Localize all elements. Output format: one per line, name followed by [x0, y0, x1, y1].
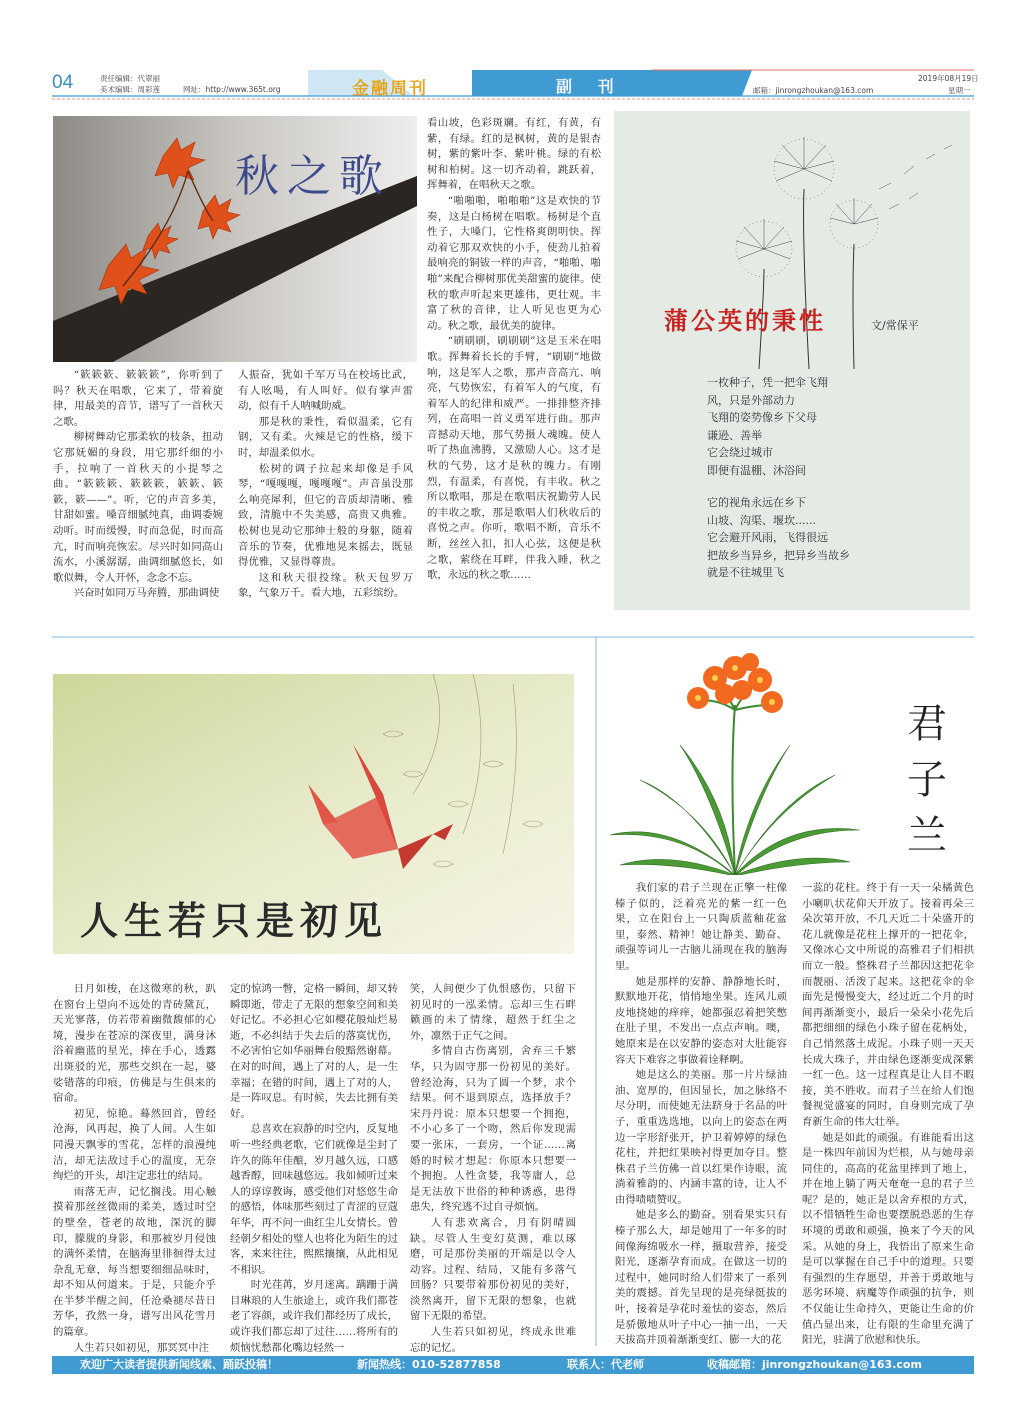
- paragraph: 她是这么的美丽。那一片片绿油油、宽厚的，但因显长，加之脉络不尽分明，而使她无法跻身于名品的叶子，重重选选地，以向上的姿态在两边一字形舒张开，护卫着婷婷的绿色花柱，并把红果映衬得更加夺目。整株君子兰仿佛一首以红果作诗眼，流淌着雅韵的、内涵丰富的诗，让人不由得啧啧赞叹。: [615, 1069, 787, 1206]
- issue-date: 2019年08月19日: [918, 74, 979, 83]
- dandelion-title: 蒲公英的秉性: [664, 306, 826, 335]
- dandelion-panel: [614, 111, 970, 610]
- header-email[interactable]: 邮箱：jinrongzhoukan@163.com: [753, 86, 874, 95]
- editor-credit: 责任编辑：代翠丽: [100, 74, 160, 83]
- website-link[interactable]: 网址：http://www.365t.org: [183, 85, 281, 94]
- autumn-column-3: [427, 116, 601, 584]
- paragraph: 柳树舞动它那柔软的枝条，扭动它那妩媚的身段，用它那纤细的小手，拉响了一首秋天的小提琴之曲。“簌簌簌、簌簌簌，簌簌、簌簌，簌——”。听，它的声音多美，甘甜如蜜。嗓音细腻纯真，曲调委婉动听。时而缓慢，时而急促，时而高亢，时而响亮恢宏。尽兴时如同高山流水，小溪潺潺，曲调细腻悠长，如歌似舞，令人开怀，念念不忘。: [53, 431, 223, 584]
- poem-line: 谦逊、善举: [707, 428, 762, 442]
- paragraph: 一蕊的花柱。终于有一天一朵橘黄色小喇叭状花仰天开放了。接着再朵三朵次第开放，不几天近二十朵盛开的花儿就像是花柱上撑开的一把花伞，又像冰心文中所说的高雅君子们相拱而立一般。整株君子兰都因这把花伞而靓丽、活泼了起来。这把花伞的伞面先是慢慢变大，经过近二个月的时间再渐渐变小，最后一朵朵小花先后都把细细的绿色小珠子留在花柄处，自己悄然落土成泥。小珠子则一天天长成大珠子，并由绿色逐渐变成深紫一红一色。这一过程真是让人目不暇接，美不胜收。而君子兰在给人们饱餐视觉盛宴的同时，自身则完成了孕育新生命的伟大壮举。: [802, 882, 974, 1128]
- paragraph: 时光荏苒，岁月迷离。蹒跚于满目琳琅的人生旅途上，或许我们都苍老了容颜，或许我们都经历了成长，或许我们都忘却了过往……将所有的烦恼忧愁都化嘴边轻然一: [230, 1279, 398, 1354]
- footer-email[interactable]: 收稿邮箱：jinrongzhoukan@163.com: [707, 1358, 922, 1371]
- designer-credit: 美术编辑：周彩莲: [100, 85, 160, 94]
- paragraph: 初见，惊艳。蓦然回首，曾经沧海，风再起，换了人间。人生如同漫天飘零的雪花，怎样的浪漫纯洁，却无法敌过手心的温度，无奈绚烂的开头，却注定悲壮的结局。: [53, 1107, 216, 1183]
- paragraph: 日月如梭，在这微寒的秋，趴在窗台上望向不远处的青砖黛瓦，天光寥落，仿若带着幽微馥郁的心境，漫步在苍凉的深夜里，满身沐浴着幽蓝的星光，捧在手心，透露出斑驳的光，那些交织在一起，婆娑错落的印痕，仿佛是与生俱来的宿命。: [53, 983, 216, 1105]
- paragraph: “刷刷刷，刷刷刷”这是玉米在唱歌。挥舞着长长的手臂，“刷刷”地做响，这是军人之歌，那声音高亢、响亮，气势恢宏，有着军人的气度，有着军人的纪律和威严。一排排整齐排列，在高唱一首义勇军进行曲。那声音撼动天地，那气势摄人魂魄。使人听了热血沸腾，又激励人心。这才是秋的气势，这才是秋的魄力。有刚烈，有温柔，有喜悦，有丰收。秋之所以歌唱，那是在歌唱庆祝勤劳人民的丰收之歌，那是歌唱人们秋收后的喜悦之声。你听，歌唱不断，音乐不断，丝丝入扣，扣人心弦，这便是秋之歌，萦绕在耳畔，伴我入睡，秋之歌，永远的秋之歌……: [427, 335, 601, 582]
- footer-bar: [52, 1356, 974, 1374]
- poem-line: 即便有温棚、沐浴间: [707, 463, 806, 477]
- clivia-plant-image: [610, 650, 860, 875]
- paragraph: 雨落无声，记忆搁浅。用心触摸着那丝丝微雨的柔美，透过时空的壁垒，苍老的故地，深沉的脚印，朦胧的身影，和那被岁月侵蚀的满怀柔情，在脑海里徘徊得太过杂乱无章，每当想要细细品味时，却不知从何道来。于是，只能介乎在半梦半醒之间，任沧桑褪尽昔日芳华，孜然一身，谱写出风花雪月的篇章。: [53, 1185, 216, 1339]
- paragraph: 她是那样的安静、静静地长时，默默地开花，悄悄地坐果。连风儿顽皮地挠她的痒痒，她都强忍着把笑憋在肚子里，不发出一点点声响。噢，她原来是在以安静的姿态对大肚能容容天下难容之事做着诠释啊。: [615, 975, 787, 1066]
- paragraph: 松树的调子拉起来却像是手风琴，“嘎嘎嘎，嘎嘎嘎”。声音虽没那么响亮犀利，但它的音质却清晰、雅致，清脆中不失美感，高贵又典雅。松树也晃动它那绅士般的身躯，随着音乐的节奏，优雅地晃来摇去，既显得优雅，又显得尊贵。: [238, 462, 413, 569]
- clivia-column-1: [615, 881, 787, 1349]
- autumn-column-1: [53, 368, 223, 602]
- autumn-title: 秋之歌: [235, 151, 391, 202]
- paragraph: “簌簌簌、簌簌簌”，你听到了吗？秋天在唱歌，它来了，带着旋律，用最美的音节，谱写了一首秋天之歌。: [53, 369, 223, 428]
- paragraph: 她是如此的顽强。有谁能看出这是一株四年前因为烂根，从与她母亲同住的，高高的花盆里摔到了地上，并在地上躺了两天奄奄一息的君子兰呢？是的，她正是以舍弃根的方式，以不惜牺牲生命也要摆脱恐恶的生存环境的勇敢和顽强，换来了今天的风采。从她的身上，我悟出了原来生命是可以掌握在自己手中的道理。只要有强烈的生存愿望，并善于勇敢地与恶劣环境、病魔等作顽强的抗争，则不仅能让生命持久，更能让生命的价值凸显出来，让有限的生命里充满了阳光，驻满了欣慰和快乐。: [802, 1131, 974, 1347]
- clivia-column-2: [802, 881, 974, 1349]
- paragraph: 人生若只如初见，终成永世难忘的记忆。: [410, 1326, 576, 1354]
- dandelion-author: 文/常保平: [871, 319, 919, 332]
- paragraph: 人振奋，犹如千军万马在校场比武，有人吆喝，有人叫好。似有掌声雷动，似有千人呐喊助威。: [238, 369, 413, 413]
- paragraph: 看山坡，色彩斑斓。有红，有黄，有紫，有绿。红的是枫树，黄的是银杏树，紫的紫叶李、紫叶桃。绿的有松树和柏树。这一切齐动着，跳跃着，挥舞着，在唱秋天之歌。: [427, 117, 601, 192]
- page-number: 04: [52, 72, 74, 93]
- poem-line: 就是不往城里飞: [707, 566, 784, 579]
- paragraph: 兴奋时如同万马奔腾，那曲调使: [73, 587, 220, 600]
- paragraph: 人有悲欢离合，月有阴晴圆缺。尽管人生变幻莫测，难以琢磨，可是那份美丽的开端是以令人动容。过程、结局，又能有多落气回肠？只要带着那份初见的美好，淡然离开，留下无限的想象，也就留下无限的希望。: [410, 1216, 576, 1323]
- clivia-title: 君子兰: [907, 701, 947, 859]
- issue-weekday: 星期一: [948, 86, 971, 95]
- poem-line: 把故乡当异乡，把异乡当故乡: [707, 548, 850, 562]
- first-sight-column-1: [53, 982, 216, 1356]
- first-sight-column-2: [230, 982, 398, 1356]
- paragraph: 她是多么的勤奋。别看果实只有榛子那么大，却是她用了一年多的时间像海绵吸水一样，摄取营养，接受阳光，逐渐孕育而成。在做这一切的过程中，她同时给人们带来了一系列美的震撼。首先呈现的是亮绿挺拔的叶，接着是孕花时羞怯的姿态，然后是骄傲地从叶子中心一抽一出，一天天拔高并顶着渐渐变红、膨一大的花: [615, 1209, 787, 1347]
- paragraph: 多情自古伤离别，舍弃三千繁华，只为固守那一份初见的美好。曾经沧海，只为了圆一个梦，求个结果。何不退到原点，选择放手？宋丹丹说：原本只想要一个拥抱，不小心多了一个吻，然后你发现需要一张床，一套房，一个证……离婚的时候才想起：你原本只想要一个拥抱。人性贪婪，我等庸人，总是无法放下世俗的种种诱惑，患得患失，终究逃不过自寻烦恼。: [410, 1045, 576, 1214]
- paragraph: 那是秋的秉性，看似温柔，它有钢，又有柔。火辣是它的性格，缓下时，却温柔似水。: [238, 415, 413, 459]
- footer-hotline: 新闻热线：010-52877858: [357, 1358, 501, 1371]
- paragraph: 总喜欢在寂静的时空内，反复地听一些经典老歌，它们就像是尘封了许久的陈年佳酿，岁月越久远，口感越香醇，回味越悠远。我如倾听过来人的谆谆教诲，感受他们对悠悠生命的感悟，体味那些刻过了青涩的豆蔻年华，再不问一曲红尘儿女情长。曾经朝夕相处的璧人也将化为陌生的过客，来来往往，熙熙攘攘，从此相见不相识。: [230, 1123, 398, 1276]
- brand-name: 金融周刊: [352, 79, 428, 99]
- section-name: 副 刊: [556, 77, 624, 96]
- footer-slogan: 欢迎广大读者提供新闻线索、踊跃投稿！: [80, 1358, 278, 1371]
- paragraph: 这和秋天很投缘。秋天包罗万象，气象万千。看大地，五彩缤纷。: [238, 571, 413, 600]
- poem-line: 一枚种子，凭一把伞飞翔: [707, 376, 828, 389]
- paragraph: 定的惊鸿一瞥，定格一瞬间，却又转瞬即逝，带走了无限的想象空间和美好记忆。不必担心它如樱花般灿烂易逝，不必纠结于失去后的落寞忧伤，不必害怕它如华丽舞台般黯然谢幕。在对的时间，遇上了对的人，是一生幸福；在错的时间，遇上了对的人，是一阵叹息。有时候，失去比拥有美好。: [230, 983, 398, 1120]
- poem-line: 风，只是外部动力: [707, 393, 795, 407]
- poem-line: 它会避开风雨，飞得很远: [707, 531, 828, 544]
- poem-stanza-1: [707, 374, 828, 479]
- poem-line: 它会绕过城市: [707, 446, 773, 459]
- autumn-column-2: [238, 368, 413, 602]
- paragraph: 人生若只如初见，那冥冥中注: [73, 1341, 209, 1354]
- first-sight-column-3: [410, 982, 576, 1356]
- first-sight-title: 人生若只是初见: [80, 899, 389, 943]
- poem-line: 它的视角永远在乡下: [707, 496, 806, 509]
- paragraph: “啪啪啪，啪啪啪”这是欢快的节奏，这是白杨树在唱歌。杨树是个直性子，大嗓门，它性格爽朗明快。挥动着它那双欢快的小手，使劲儿拍着最响亮的铜钹一样的声音，“啪啪、啪啪”来配合柳树那优美甜蜜的旋律。使秋的歌声听起来更雄伟，更壮观。丰富了秋的音律，让人听见也更为心动。秋之歌，最优美的旋律。: [427, 194, 601, 332]
- poem-line: 飞翔的姿势像乡下父母: [707, 411, 817, 424]
- paragraph: 我们家的君子兰现在正擎一柱像榛子似的，泛着亮光的紫一红一色果，立在阳台上一只陶质蓝釉花盆里，泰然、精神！她让静美、勤奋、顽强等词儿一古脑儿涌现在我的脑海里。: [615, 882, 787, 972]
- poem-line: 山坡、沟渠、堰坎......: [707, 513, 816, 527]
- footer-contact: 联系人：代老师: [567, 1358, 644, 1371]
- poem-stanza-2: [707, 494, 850, 582]
- paragraph: 笑，人间便少了仇恨感伤，只留下初见时的一泓柔情。忘却三生石畔籁画的未了情缘，超然于红尘之外，凛然于正气之间。: [410, 983, 576, 1042]
